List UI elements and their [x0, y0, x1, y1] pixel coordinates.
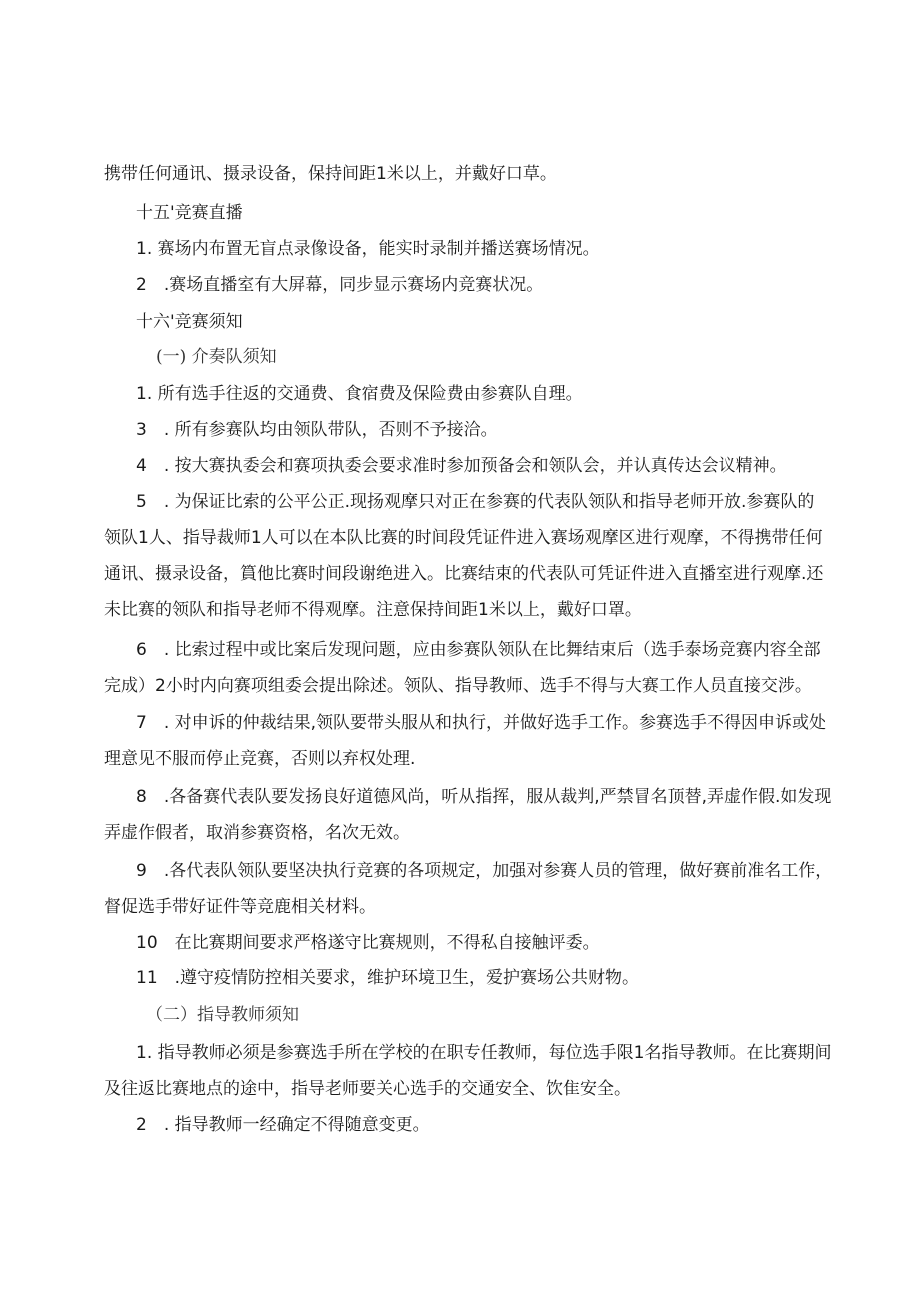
text-line: 理意见不服而停止竞赛，否则以弃权处理.	[104, 749, 416, 769]
text-line: 督促选手带好证件等竞鹿相关材料。	[104, 897, 376, 917]
text-line: 未比赛的领队和指导老师不得观摩。注意保持间距1米以上，戴好口罩。	[104, 600, 642, 620]
text-line: 1. 赛场内布置无盲点录像设备，能实时录制并播送赛场情况。	[136, 239, 600, 259]
text-line: 弄虚作假者，取消参赛资格，名次无效。	[104, 823, 410, 843]
text-line: 携带任何通讯、摄录设备，保持间距1米以上，并戴好口草。	[104, 164, 557, 184]
text-line: 7 . 对申诉的仲裁结果,领队要带头服从和执行，并做好选手工作。参赛选手不得因申诉或处	[136, 713, 827, 733]
text-line: 8 .各备赛代表队要发扬良好道德风尚，听从指挥，服从裁判,严禁冒名顶替,弄虚作假.如发现	[136, 787, 832, 807]
subsection-heading: (一) 介奏队须知	[156, 347, 277, 367]
text-line: 6 . 比索过程中或比案后发现问题，应由参赛队领队在比舞结束后（选手泰场竞赛内容全部	[136, 640, 821, 660]
text-line: 11 .遵守疫情防控相关要求，维护环境卫生，爱护赛场公共财物。	[136, 968, 640, 988]
text-line: 领队1人、指导裁师1人可以在本队比赛的时间段凭证件进入赛场观摩区进行观摩，不得携带任何	[104, 528, 823, 548]
text-line: 10 在比赛期间要求严格遂守比赛规则，不得私自接触评委。	[136, 933, 600, 953]
text-line: 通讯、摄录设备，篔他比赛时间段谢绝进入。比赛结束的代表队可凭证件进入直播室进行观摩.还	[104, 564, 824, 584]
text-line: 1. 指导教师必须是参赛选手所在学校的在职专任教师，每位选手限1名指导教师。在比赛期间	[136, 1043, 832, 1063]
text-line: 9 .各代表队领队要坚决执行竞赛的各项规定，加强对参赛人员的管理，做好赛前准名工作，	[136, 861, 833, 881]
text-line: 2 .赛场直播室有大屏幕，同步显示赛场内竞赛状况。	[136, 275, 544, 295]
text-line: 及往返比赛地点的途中，指导老师要关心选手的交通安全、饮隹安全。	[104, 1079, 631, 1099]
text-line: 3 . 所有参赛队均由领队带队，否则不予接洽。	[136, 420, 498, 440]
text-line: 2 . 指导教师一经确定不得随意变更。	[136, 1115, 430, 1135]
section-heading: 十五'竞赛直播	[136, 203, 243, 223]
text-line: 5 . 为保证比索的公平公正.现扬观摩只对正在参赛的代表队领队和指导老师开放.参赛队的	[136, 492, 815, 512]
text-line: 1. 所有选手往返的交通费、食宿费及保险费由参赛队自理。	[136, 384, 583, 404]
section-heading: 十六'竞赛须知	[136, 312, 243, 332]
text-line: 完成）2小时内向赛项组委会提出除述。领队、指导教师、选手不得与大赛工作人员直接交涉。	[104, 676, 812, 696]
subsection-heading: （二）指导教师须知	[146, 1005, 299, 1025]
text-line: 4 . 按大赛执委会和赛项执委会要求准时参加预备会和领队会，并认真传达会议精神。	[136, 456, 787, 476]
